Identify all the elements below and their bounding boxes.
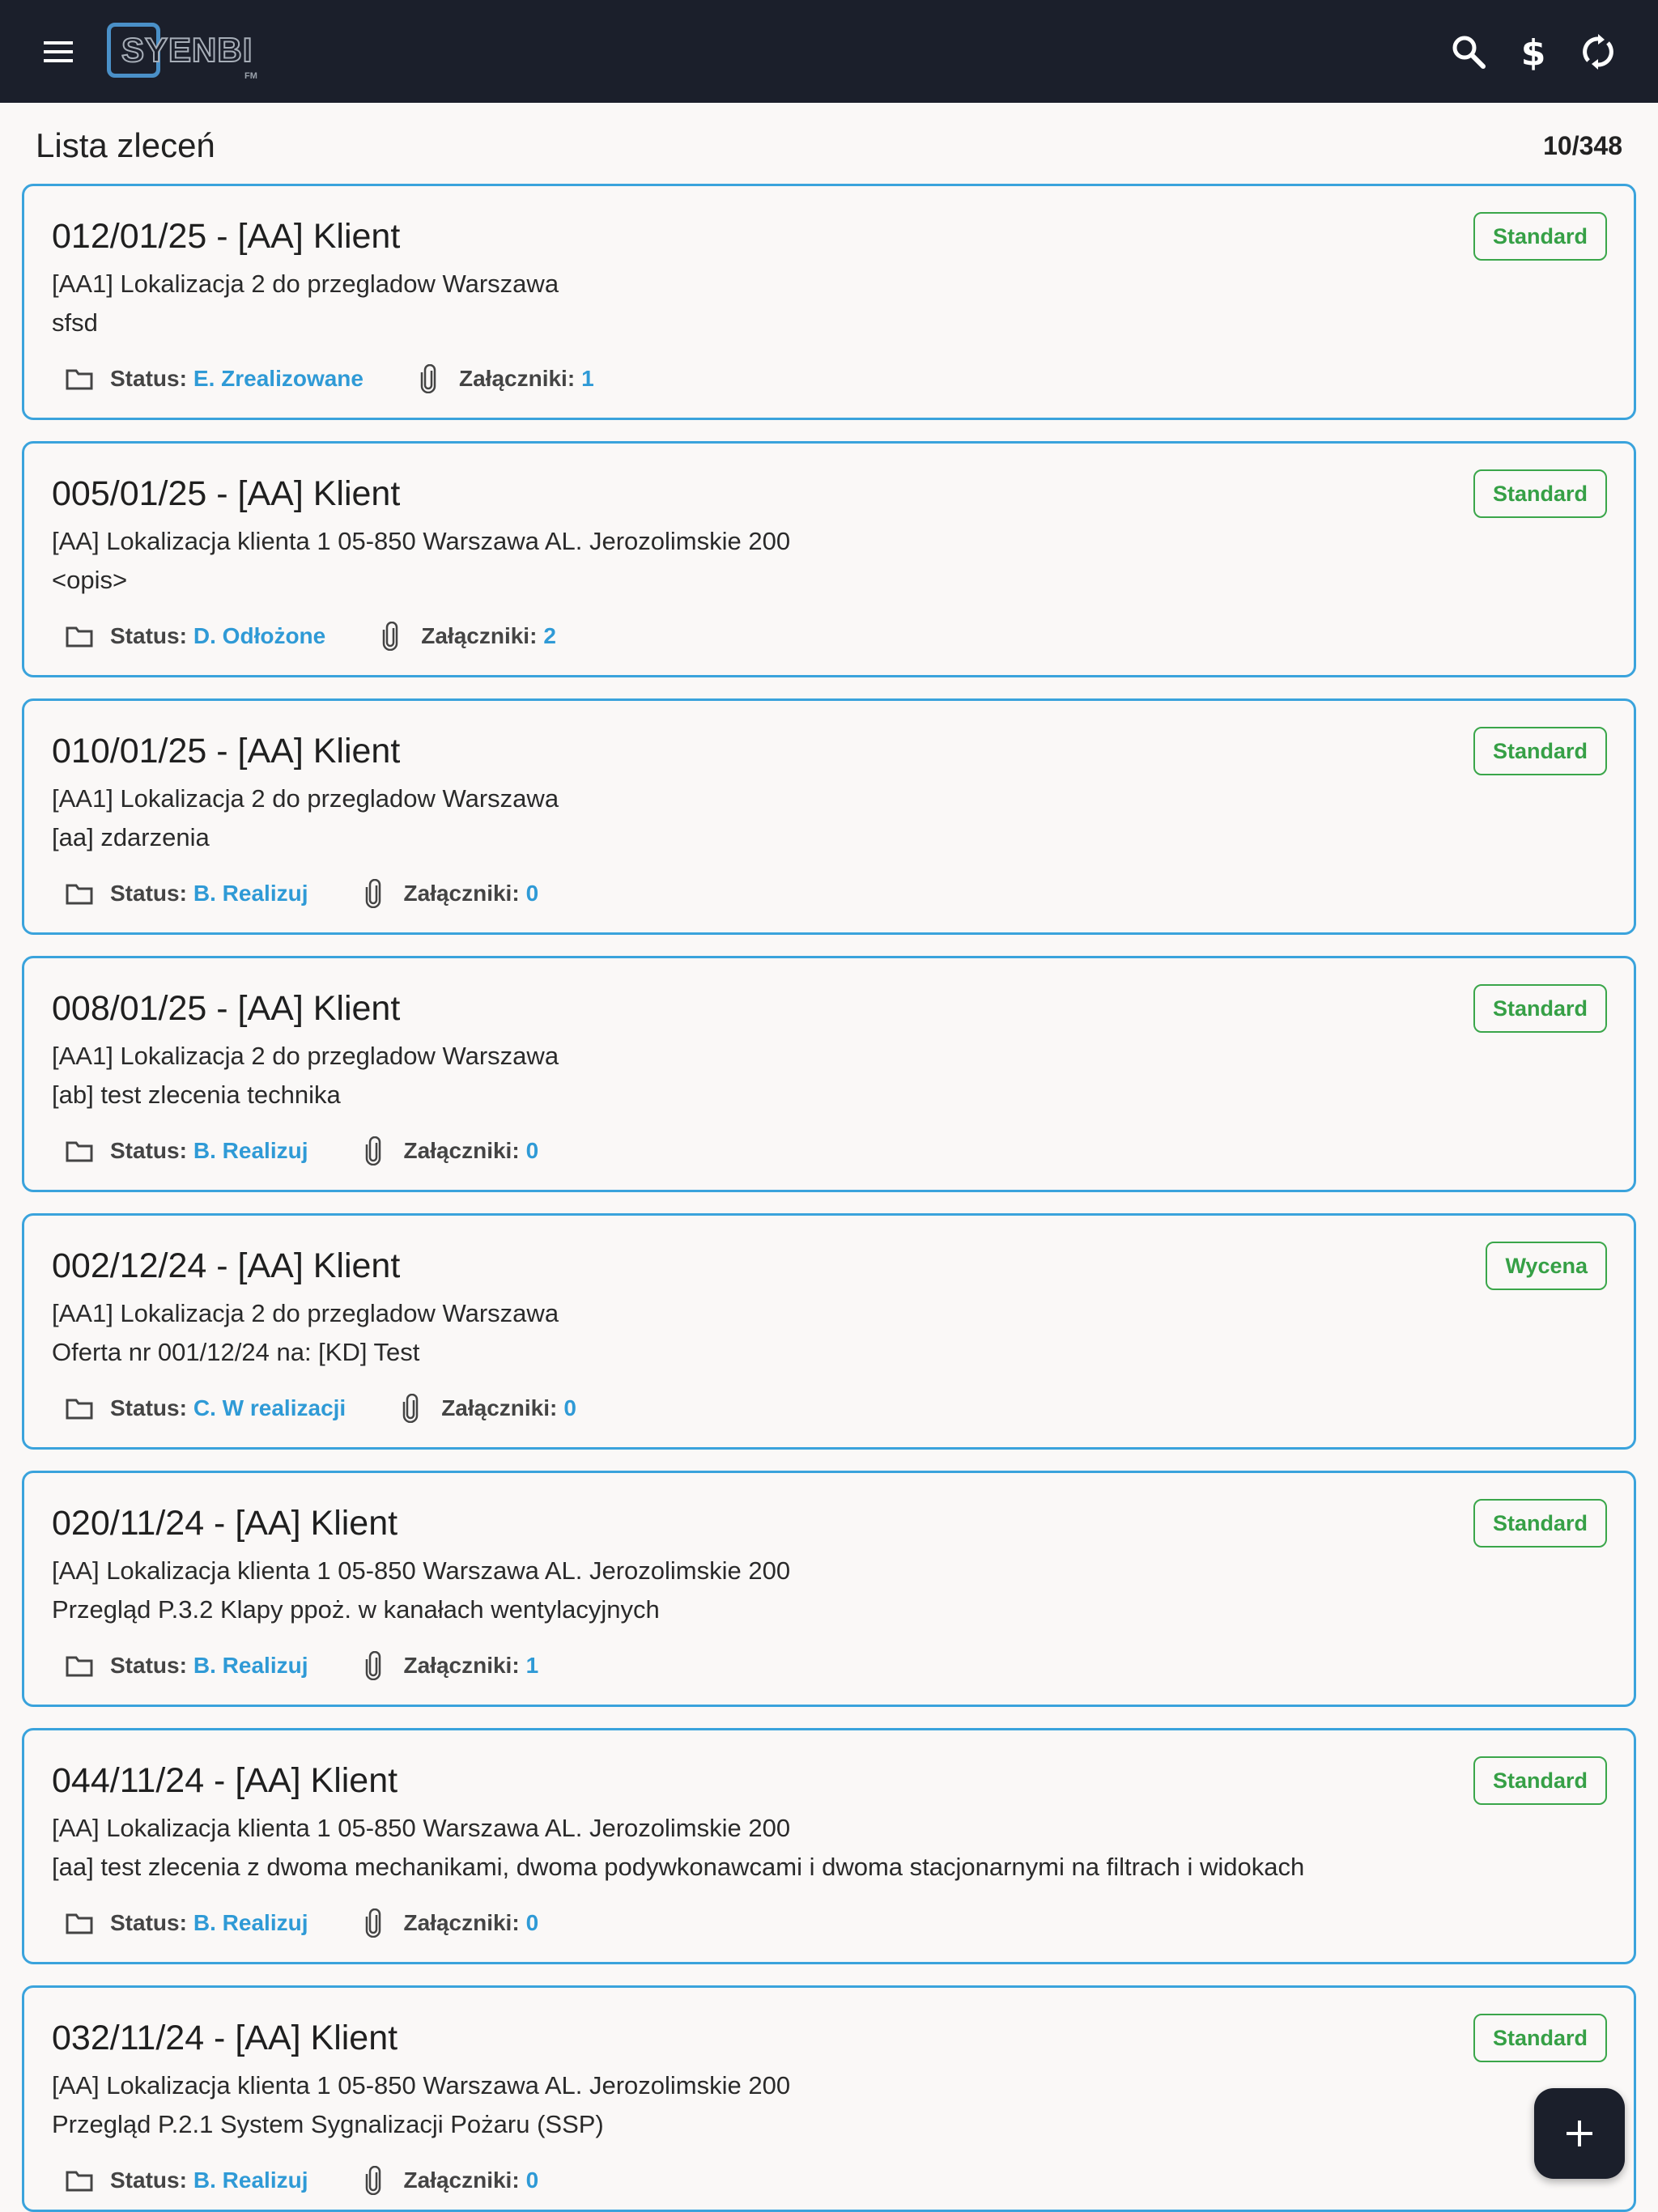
order-meta [63, 620, 556, 652]
order-location: [AA] Lokalizacja klienta 1 05-850 Warszawa AL. Jerozolimskie 200 [52, 1814, 791, 1842]
order-description: [aa] zdarzenia [52, 823, 210, 851]
paperclip-icon [357, 877, 389, 910]
attachments-label: Załączniki: [403, 881, 520, 906]
order-title: 044/11/24 - [AA] Klient [52, 1761, 398, 1800]
attachments-label: Załączniki: [403, 2167, 520, 2193]
paperclip-icon [357, 2164, 389, 2197]
attachments-label: Załączniki: [403, 1653, 520, 1678]
order-meta [63, 1392, 576, 1424]
paperclip-icon [357, 1649, 389, 1682]
order-title: 002/12/24 - [AA] Klient [52, 1246, 401, 1285]
page-title: Lista zleceń [36, 126, 215, 164]
status-label: Status: [110, 623, 187, 648]
attachments-label: Załączniki: [441, 1395, 558, 1420]
order-description: [aa] test zlecenia z dwoma mechanikami, dwoma podywkonawcami i dwoma stacjonarnymi na filtrach i widokach [52, 1853, 1305, 1881]
status-label: Status: [110, 881, 187, 906]
folder-icon [63, 363, 96, 395]
folder-icon [63, 1135, 96, 1167]
order-card[interactable] [22, 698, 1636, 935]
status-value: B. Realizuj [193, 1653, 308, 1678]
order-location: [AA1] Lokalizacja 2 do przegladow Warszawa [52, 784, 559, 813]
order-type-badge: Standard [1473, 469, 1607, 518]
order-card[interactable] [22, 184, 1636, 420]
menu-icon [42, 40, 74, 64]
app-bar [0, 0, 1658, 103]
status-label: Status: [110, 366, 187, 391]
sync-icon [1580, 34, 1616, 70]
paperclip-icon [374, 620, 406, 652]
order-location: [AA1] Lokalizacja 2 do przegladow Warszawa [52, 270, 559, 298]
pricing-button[interactable] [1507, 26, 1559, 78]
attachments-count: 2 [543, 623, 556, 648]
search-button[interactable] [1443, 26, 1494, 78]
folder-icon [63, 1907, 96, 1939]
order-card[interactable] [22, 441, 1636, 677]
order-card[interactable] [22, 1471, 1636, 1707]
status-value: B. Realizuj [193, 1138, 308, 1163]
attachments-count: 1 [581, 366, 594, 391]
order-meta [63, 1649, 538, 1682]
attachments-label: Załączniki: [421, 623, 538, 648]
order-title: 032/11/24 - [AA] Klient [52, 2019, 398, 2057]
status-value: B. Realizuj [193, 881, 308, 906]
sync-button[interactable] [1572, 26, 1624, 78]
folder-icon [63, 2164, 96, 2197]
order-description: Przegląd P.3.2 Klapy ppoż. w kanałach wentylacyjnych [52, 1595, 660, 1624]
order-description: Oferta nr 001/12/24 na: [KD] Test [52, 1338, 420, 1366]
folder-icon [63, 1649, 96, 1682]
attachments-count: 0 [525, 1138, 539, 1163]
folder-icon [63, 1392, 96, 1424]
status-label: Status: [110, 1395, 187, 1420]
app-logo[interactable] [104, 19, 274, 84]
order-meta [63, 1907, 538, 1939]
order-title: 020/11/24 - [AA] Klient [52, 1504, 398, 1543]
order-meta [63, 2164, 538, 2197]
order-meta [63, 1135, 538, 1167]
order-type-badge: Standard [1473, 2014, 1607, 2062]
order-description: Przegląd P.2.1 System Sygnalizacji Pożaru (SSP) [52, 2110, 604, 2138]
order-location: [AA1] Lokalizacja 2 do przegladow Warszawa [52, 1299, 559, 1327]
order-card[interactable] [22, 1213, 1636, 1450]
attachments-label: Załączniki: [458, 366, 576, 391]
attachments-count: 0 [525, 881, 539, 906]
paperclip-icon [357, 1135, 389, 1167]
order-description: sfsd [52, 308, 98, 337]
status-value: B. Realizuj [193, 1910, 308, 1935]
order-card[interactable] [22, 1985, 1636, 2212]
menu-button[interactable] [36, 29, 81, 74]
status-value: E. Zrealizowane [193, 366, 363, 391]
paperclip-icon [412, 363, 444, 395]
order-title: 008/01/25 - [AA] Klient [52, 989, 401, 1028]
attachments-count: 0 [563, 1395, 576, 1420]
order-type-badge: Standard [1473, 1499, 1607, 1548]
paperclip-icon [357, 1907, 389, 1939]
status-label: Status: [110, 1910, 187, 1935]
order-location: [AA] Lokalizacja klienta 1 05-850 Warszawa AL. Jerozolimskie 200 [52, 1556, 791, 1585]
attachments-count: 0 [525, 1910, 539, 1935]
order-location: [AA] Lokalizacja klienta 1 05-850 Warszawa AL. Jerozolimskie 200 [52, 2071, 791, 2099]
attachments-count: 0 [525, 2167, 539, 2193]
logo-text: SYENBI [121, 31, 253, 69]
order-title: 012/01/25 - [AA] Klient [52, 217, 401, 256]
order-type-badge: Wycena [1486, 1242, 1607, 1290]
order-type-badge: Standard [1473, 1756, 1607, 1805]
dollar-icon [1517, 32, 1550, 71]
attachments-label: Załączniki: [403, 1910, 520, 1935]
order-location: [AA] Lokalizacja klienta 1 05-850 Warszawa AL. Jerozolimskie 200 [52, 527, 791, 555]
order-description: <opis> [52, 566, 128, 594]
order-type-badge: Standard [1473, 984, 1607, 1033]
attachments-count: 1 [525, 1653, 539, 1678]
order-card[interactable] [22, 956, 1636, 1192]
order-meta [63, 877, 538, 910]
order-meta [63, 363, 594, 395]
add-order-button[interactable] [1534, 2088, 1625, 2179]
status-label: Status: [110, 1138, 187, 1163]
result-count: 10/348 [1543, 131, 1622, 160]
status-label: Status: [110, 2167, 187, 2193]
order-type-badge: Standard [1473, 212, 1607, 261]
order-description: [ab] test zlecenia technika [52, 1081, 341, 1109]
folder-icon [63, 877, 96, 910]
search-icon [1451, 34, 1486, 70]
status-label: Status: [110, 1653, 187, 1678]
order-title: 005/01/25 - [AA] Klient [52, 474, 401, 513]
paperclip-icon [394, 1392, 427, 1424]
logo-subtext: FM [244, 71, 257, 81]
status-value: D. Odłożone [193, 623, 326, 648]
status-value: C. W realizacji [193, 1395, 346, 1420]
order-location: [AA1] Lokalizacja 2 do przegladow Warszawa [52, 1042, 559, 1070]
order-title: 010/01/25 - [AA] Klient [52, 732, 401, 771]
attachments-label: Załączniki: [403, 1138, 520, 1163]
folder-icon [63, 620, 96, 652]
plus-icon [1563, 2117, 1596, 2150]
status-value: B. Realizuj [193, 2167, 308, 2193]
order-card[interactable] [22, 1728, 1636, 1964]
svg-text:$: $ [1520, 32, 1546, 71]
order-type-badge: Standard [1473, 727, 1607, 775]
